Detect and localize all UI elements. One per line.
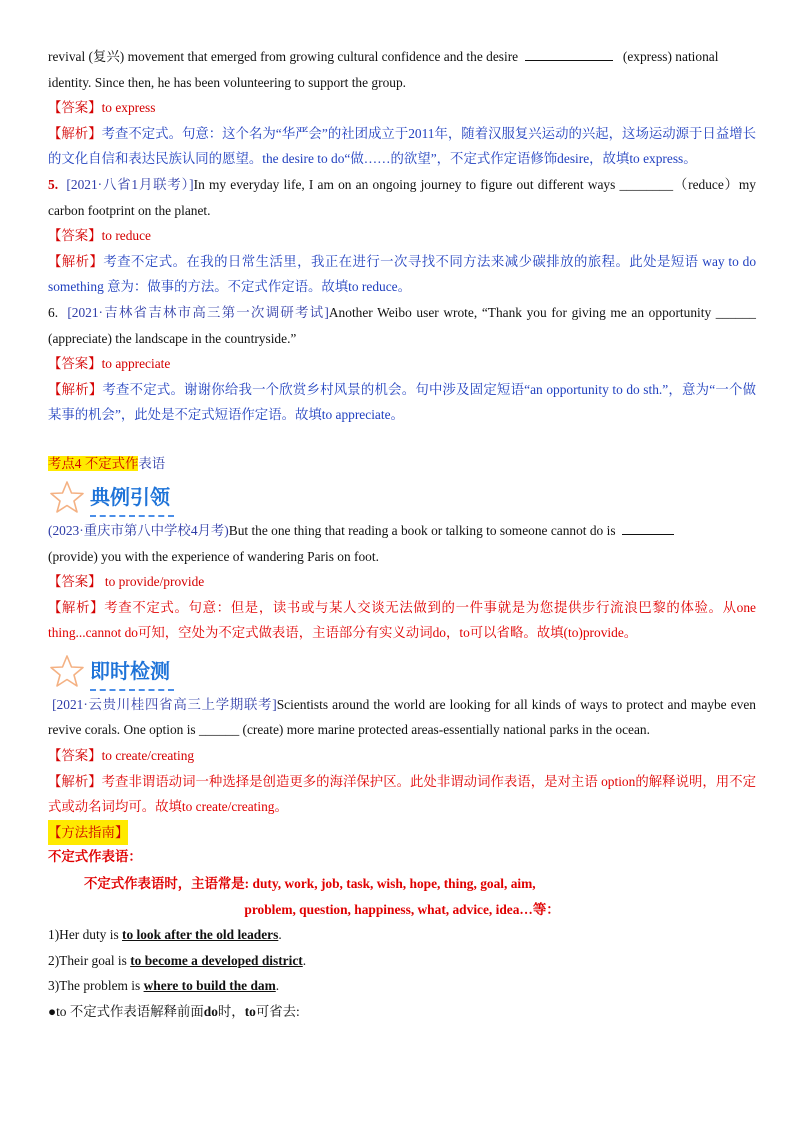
answer-text: to appreciate bbox=[101, 356, 171, 372]
answer-tag: 【答案】 bbox=[48, 356, 102, 372]
analysis-line bbox=[48, 769, 756, 820]
banner-title: 即时检测 bbox=[90, 658, 170, 683]
analysis-line bbox=[48, 377, 756, 428]
method-note: ●to 不定式作表语解释前面do时，to可省去: bbox=[48, 1004, 300, 1019]
question-text: (express) national bbox=[622, 49, 719, 64]
answer-tag: 【答案】 bbox=[48, 574, 102, 590]
analysis-tag: 【解析】 bbox=[48, 773, 102, 789]
analysis-text: 考查非谓语动词一种选择是创造更多的海洋保护区。此处非谓动词作表语，是对主语 option的解释说明，用不定式或动名词均可。故填to create/creating。 bbox=[48, 773, 756, 815]
question-number: 5. bbox=[48, 176, 59, 192]
answer-blank bbox=[525, 48, 613, 61]
question-text: In my everyday life, I am on an ongoing journey to figure out different ways ________（reduce）my carbon footprint on the planet. bbox=[48, 176, 756, 218]
answer-tag: 【答案】 bbox=[48, 228, 102, 244]
answer-text: to create/creating bbox=[101, 748, 195, 764]
question-source: [2021·云贵川桂四省高三上学期联考] bbox=[52, 696, 277, 712]
answer-text: to reduce bbox=[101, 228, 152, 244]
method-guide-tag: 【方法指南】 bbox=[48, 820, 128, 846]
practice-question bbox=[48, 692, 756, 743]
analysis-text: 考查不定式。谢谢你给我一个欣赏乡村风景的机会。句中涉及固定短语“an opportunity to do sth.”，意为“一个做某事的机会”，此处是不定式短语作定语。故填to appreciate。 bbox=[48, 381, 757, 423]
banner-example bbox=[48, 478, 756, 516]
underlined-phrase: to look after the old leaders bbox=[122, 927, 279, 943]
answer-text: to provide/provide bbox=[101, 574, 205, 590]
answer-line bbox=[48, 743, 756, 769]
example-sentence: 2)Their goal is to become a developed district. bbox=[48, 952, 307, 968]
question-number: 6. bbox=[48, 304, 59, 320]
example-question bbox=[48, 518, 756, 569]
question-5 bbox=[48, 172, 756, 223]
answer-text: to express bbox=[101, 100, 156, 116]
example-sentence: 3)The problem is where to build the dam. bbox=[48, 978, 280, 994]
underlined-phrase: where to build the dam bbox=[143, 978, 276, 994]
question-6 bbox=[48, 300, 756, 351]
analysis-tag: 【解析】 bbox=[48, 125, 102, 141]
analysis-line bbox=[48, 249, 756, 300]
analysis-tag: 【解析】 bbox=[48, 599, 105, 615]
method-rule-line: problem, question, happiness, what, advice, idea…等： bbox=[244, 901, 560, 917]
method-title: 不定式作表语： bbox=[48, 850, 142, 866]
example-sentence: 1)Her duty is to look after the old leaders. bbox=[48, 927, 282, 943]
question-source: [2021·八省1月联考）] bbox=[66, 176, 194, 192]
answer-line bbox=[48, 95, 756, 121]
banner-practice bbox=[48, 652, 756, 690]
banner-title: 典例引领 bbox=[90, 484, 170, 509]
document-page bbox=[48, 44, 756, 1025]
section-heading-highlight: 考点4 不定式作 bbox=[48, 455, 139, 471]
answer-line bbox=[48, 569, 756, 595]
analysis-line bbox=[48, 595, 756, 646]
question-text: Scientists around the world are looking for all kinds of ways to protect and maybe even revive corals. One option is ______ (create) more marine protected areas-essentially national parks in the ocean. bbox=[48, 696, 756, 738]
section-heading bbox=[48, 452, 756, 476]
answer-tag: 【答案】 bbox=[48, 100, 102, 116]
analysis-text: 考查不定式。在我的日常生活里，我正在进行一次寻找不同方法来减少碳排放的旅程。此处是短语 way to do something 意为：做事的方法。不定式作定语。故填to reduce。 bbox=[48, 253, 757, 295]
question-text: Another Weibo user wrote, “Thank you for giving me an opportunity ______ (appreciate) the landscape in the countryside.” bbox=[48, 304, 756, 346]
question-text: identity. Since then, he has been volunteering to support the group. bbox=[48, 74, 406, 90]
method-guide-tag-line bbox=[48, 820, 756, 846]
section-heading-text: 表语 bbox=[138, 455, 166, 471]
answer-line bbox=[48, 223, 756, 249]
question-source: (2023·重庆市第八中学校4月考) bbox=[48, 522, 229, 538]
analysis-tag: 【解析】 bbox=[48, 253, 104, 269]
question-text: But the one thing that reading a book or talking to someone cannot do is bbox=[228, 522, 616, 538]
answer-line bbox=[48, 351, 756, 377]
method-rule-line: 不定式作表语时，主语常是: duty, work, job, task, wish, hope, thing, goal, aim, bbox=[84, 876, 536, 892]
analysis-line bbox=[48, 121, 756, 172]
question-continuation bbox=[48, 44, 756, 95]
analysis-text: 考查不定式。句意：这个名为“华严会”的社团成立于2011年，随着汉服复兴运动的兴起，这场运动源于日益增长的文化自信和表达民族认同的愿望。the desire to do“做……的欲望”，不定式作定语修饰desire，故填to express。 bbox=[48, 125, 757, 167]
question-text: revival (复兴) movement that emerged from growing cultural confidence and the desire bbox=[48, 49, 519, 64]
question-text: (provide) you with the experience of wandering Paris on foot. bbox=[48, 548, 379, 564]
question-source: [2021·吉林省吉林市高三第一次调研考试] bbox=[67, 304, 329, 320]
answer-blank bbox=[622, 522, 674, 535]
star-icon bbox=[48, 480, 86, 514]
underlined-phrase: to become a developed district bbox=[130, 952, 303, 968]
star-icon bbox=[48, 654, 86, 688]
answer-tag: 【答案】 bbox=[48, 748, 102, 764]
analysis-text: 考查不定式。句意：但是，读书或与某人交谈无法做到的一件事就是为您提供步行流浪巴黎的体验。从one thing...cannot do可知，空处为不定式做表语，主语部分有实义动词do，to可以省略。故填(to)provide。 bbox=[48, 599, 756, 641]
analysis-tag: 【解析】 bbox=[48, 381, 103, 397]
